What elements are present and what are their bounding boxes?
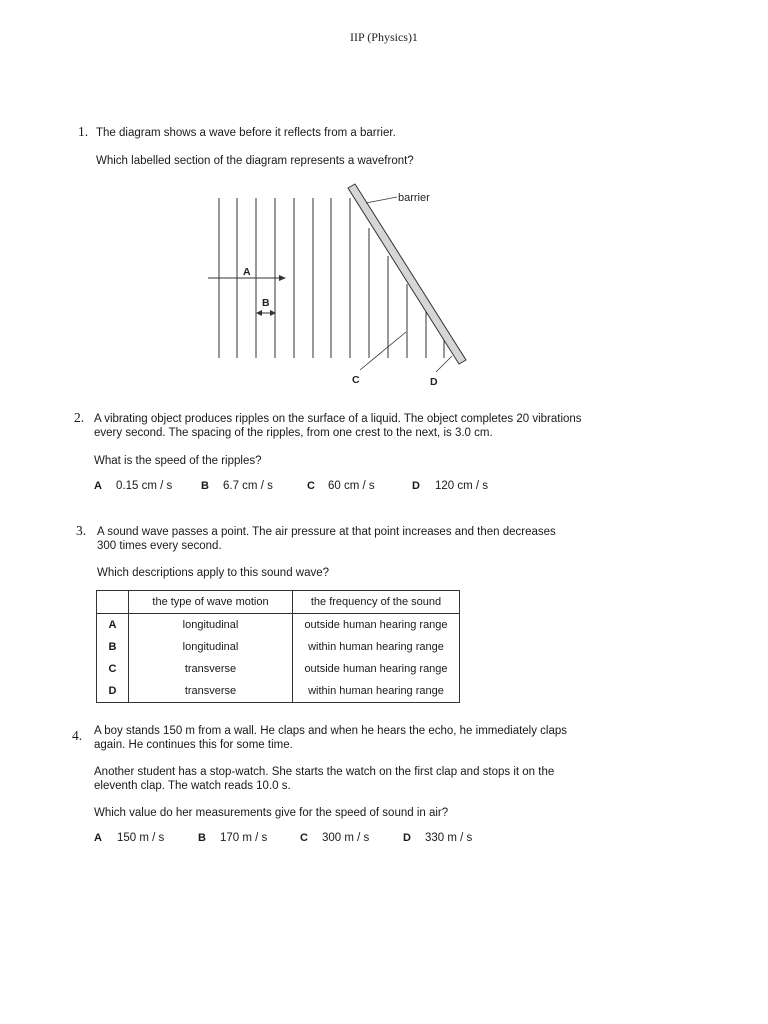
row-motion: longitudinal [129,614,293,637]
q2-text-line2: every second. The spacing of the ripples, from one crest to the next, is 3.0 cm. [94,427,493,439]
table-header-cell [97,591,129,614]
page-header: IIP (Physics)1 [350,30,418,44]
q4-option-d-value: 330 m / s [425,832,473,844]
q1-text-line1: The diagram shows a wave before it reflects from a barrier. [96,127,396,139]
q2-option-b-letter: B [201,480,209,492]
q4-number: 4. [72,728,83,743]
label-c-pointer [360,332,406,370]
row-letter: B [97,636,129,658]
row-letter: D [97,680,129,703]
row-frequency: outside human hearing range [293,614,460,637]
table-row [97,658,460,680]
q2-option-d-letter: D [412,480,420,492]
row-motion: transverse [129,658,293,680]
table-row [97,680,460,703]
q3-question: Which descriptions apply to this sound wave? [97,567,330,579]
q4-option-a-letter: A [94,832,102,844]
q4-text-line3: Another student has a stop-watch. She starts the watch on the first clap and stops it on the [94,766,555,778]
q4-question: Which value do her measurements give for the speed of sound in air? [94,807,449,819]
row-motion: transverse [129,680,293,703]
label-a: A [243,266,251,278]
table-header-row [97,591,460,614]
q4-text-line1: A boy stands 150 m from a wall. He claps and when he hears the echo, he immediately claps [94,725,568,737]
row-letter: C [97,658,129,680]
q3-text-line1: A sound wave passes a point. The air pressure at that point increases and then decreases [97,526,556,538]
label-d-pointer [436,356,452,372]
q4-text-line4: eleventh clap. The watch reads 10.0 s. [94,780,291,792]
q3-text-line2: 300 times every second. [97,540,222,552]
q2-option-a-letter: A [94,480,102,492]
q2-option-c-letter: C [307,480,315,492]
barrier-label: barrier [398,192,430,204]
q2-option-d-value: 120 cm / s [435,480,489,492]
arrow-head-icon [279,275,286,281]
label-b: B [262,297,270,309]
table-row [97,636,460,658]
table-row [97,614,460,637]
q4-option-d-letter: D [403,832,411,844]
q4-option-c-letter: C [300,832,308,844]
q4-text-line2: again. He continues this for some time. [94,739,293,751]
row-motion: longitudinal [129,636,293,658]
q1-number: 1. [78,124,89,139]
row-frequency: within human hearing range [293,680,460,703]
row-frequency: within human hearing range [293,636,460,658]
q3-number: 3. [76,523,87,538]
q4-option-b-value: 170 m / s [220,832,268,844]
q2-option-b-value: 6.7 cm / s [223,480,273,492]
q2-option-a-value: 0.15 cm / s [116,480,173,492]
arrow-head-icon [256,310,262,316]
q2-number: 2. [74,410,85,425]
q2-question: What is the speed of the ripples? [94,455,262,467]
row-frequency: outside human hearing range [293,658,460,680]
q2-text-line1: A vibrating object produces ripples on the surface of a liquid. The object completes 20 vibrations [94,413,582,425]
q2-option-c-value: 60 cm / s [328,480,375,492]
q4-option-a-value: 150 m / s [117,832,165,844]
label-c: C [352,374,360,386]
q4-option-b-letter: B [198,832,206,844]
label-d: D [430,376,438,388]
row-letter: A [97,614,129,637]
q3-answer-table [96,590,460,703]
q1-question: Which labelled section of the diagram represents a wavefront? [96,155,414,167]
wave-barrier-diagram [0,0,768,400]
table-header-cell: the frequency of the sound [293,591,460,614]
q4-option-c-value: 300 m / s [322,832,370,844]
table-header-cell: the type of wave motion [129,591,293,614]
barrier-pointer [366,197,397,203]
